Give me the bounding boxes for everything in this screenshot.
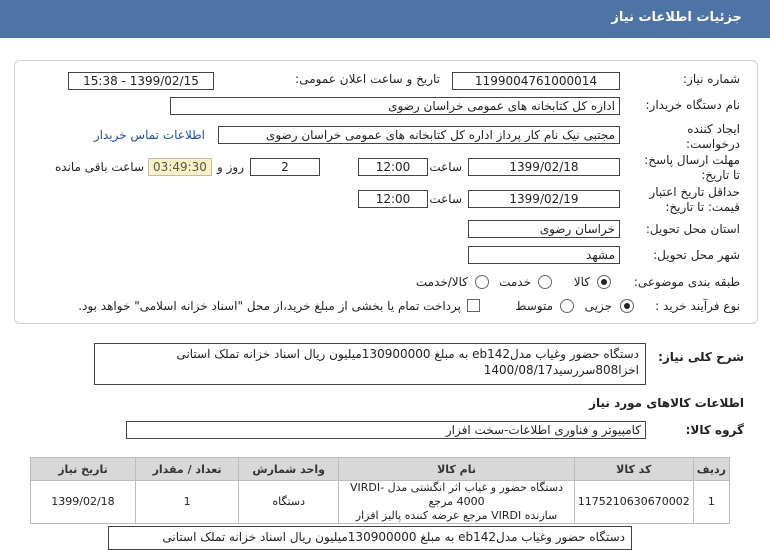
buyer-name-field: اداره کل کتابخانه های عمومی خراسان رضوی bbox=[170, 97, 620, 115]
cell-index: 1 bbox=[693, 481, 729, 524]
requester-label-1: ایجاد کننده bbox=[687, 122, 740, 136]
need-number-field: 1199004761000014 bbox=[452, 72, 620, 90]
cell-unit: دستگاه bbox=[239, 481, 339, 524]
process-radio-medium[interactable] bbox=[560, 299, 574, 313]
page-header bbox=[0, 0, 770, 38]
announce-datetime-field: 1399/02/15 - 15:38 bbox=[68, 72, 214, 90]
deadline-days-field: 2 bbox=[250, 158, 320, 176]
delivery-province-field: خراسان رضوی bbox=[468, 220, 620, 238]
summary-label: شرح کلی نیاز: bbox=[658, 350, 744, 364]
remaining-time-field: 03:49:30 bbox=[148, 158, 212, 176]
cell-name-line-2: سازنده VIRDI مرجع عرضه کننده پالیز افزار bbox=[355, 509, 558, 522]
category-option-goods-service: کالا/خدمت bbox=[415, 275, 468, 289]
cell-name bbox=[339, 481, 575, 524]
col-header-date: تاریخ نیاز bbox=[31, 458, 136, 481]
delivery-city-label: شهر محل تحویل: bbox=[653, 248, 740, 262]
deadline-date-field: 1399/02/18 bbox=[468, 158, 620, 176]
validity-time-label: ساعت bbox=[429, 192, 462, 206]
bottom-note-line-1: دستگاه حضور وغیاب مدلeb142 به مبلغ 130900000میلیون ریال اسناد خزانه تملک استانی bbox=[162, 530, 625, 544]
cell-code: 1175210630670002 bbox=[574, 481, 693, 524]
col-header-unit: واحد شمارش bbox=[239, 458, 339, 481]
category-option-service: خدمت bbox=[499, 275, 531, 289]
requester-label-2: درخواست: bbox=[686, 137, 740, 151]
bottom-note-box bbox=[108, 526, 632, 550]
validity-label-1: حداقل تاریخ اعتبار bbox=[649, 185, 740, 199]
cell-date: 1399/02/18 bbox=[31, 481, 136, 524]
process-label: نوع فرآیند خرید : bbox=[655, 299, 740, 313]
deadline-label-1: مهلت ارسال پاسخ: bbox=[644, 153, 740, 167]
goods-section-title: اطلاعات کالاهای مورد نیاز bbox=[589, 396, 744, 410]
delivery-city-field: مشهد bbox=[468, 246, 620, 264]
col-header-name: نام کالا bbox=[339, 458, 575, 481]
col-header-qty: تعداد / مقدار bbox=[135, 458, 238, 481]
category-radio-service[interactable] bbox=[538, 275, 552, 289]
buyer-contact-link[interactable]: اطلاعات تماس خریدار bbox=[93, 128, 205, 142]
deadline-time-field: 12:00 bbox=[358, 158, 428, 176]
remaining-time-label: ساعت باقی مانده bbox=[54, 160, 144, 174]
summary-line-1: دستگاه حضور وغیاب مدلeb142 به مبلغ 130900000میلیون ریال اسناد خزانه تملک استانی bbox=[176, 347, 639, 361]
category-label: طبقه بندی موضوعی: bbox=[633, 275, 740, 289]
validity-date-field: 1399/02/19 bbox=[468, 190, 620, 208]
treasury-payment-checkbox[interactable] bbox=[467, 299, 480, 312]
validity-label-2: قیمت: تا تاریخ: bbox=[665, 200, 740, 214]
table-row bbox=[31, 481, 730, 524]
summary-box bbox=[94, 343, 646, 385]
need-number-label: شماره نیاز: bbox=[683, 72, 740, 86]
process-option-minor: جزیی bbox=[584, 299, 612, 313]
category-option-goods: کالا bbox=[573, 275, 590, 289]
cell-qty: 1 bbox=[135, 481, 238, 524]
validity-time-field: 12:00 bbox=[358, 190, 428, 208]
delivery-province-label: استان محل تحویل: bbox=[645, 222, 740, 236]
cell-name-line-1: دستگاه حضور و غیاب اثر انگشتی مدل VIRDI-4000 مرجع bbox=[350, 481, 563, 508]
goods-group-field: کامپیوتر و فناوری اطلاعات-سخت افزار bbox=[126, 421, 646, 439]
deadline-time-label: ساعت bbox=[429, 160, 462, 174]
deadline-label-2: تا تاریخ: bbox=[701, 168, 740, 182]
page-title: جزئیات اطلاعات نیاز bbox=[611, 10, 742, 25]
process-radio-minor[interactable] bbox=[620, 299, 634, 313]
category-radio-goods-service[interactable] bbox=[475, 275, 489, 289]
table-header-row bbox=[31, 458, 730, 481]
treasury-payment-text: پرداخت تمام یا بخشی از مبلغ خرید،از محل "اسناد خزانه اسلامی" خواهد بود. bbox=[78, 299, 461, 313]
announce-datetime-label: تاریخ و ساعت اعلان عمومی: bbox=[295, 72, 440, 86]
goods-table bbox=[30, 457, 730, 524]
buyer-name-label: نام دستگاه خریدار: bbox=[645, 98, 740, 112]
requester-field: مجتبی نیک نام کار پرداز اداره کل کتابخانه های عمومی خراسان رضوی bbox=[218, 126, 620, 144]
col-header-index: ردیف bbox=[693, 458, 729, 481]
process-option-medium: متوسط bbox=[515, 299, 553, 313]
summary-line-2: اخزا808سررسید1400/08/17 bbox=[483, 363, 639, 377]
col-header-code: کد کالا bbox=[574, 458, 693, 481]
category-radio-goods[interactable] bbox=[597, 275, 611, 289]
goods-group-label: گروه کالا: bbox=[685, 423, 744, 437]
days-label: روز و bbox=[217, 160, 244, 174]
